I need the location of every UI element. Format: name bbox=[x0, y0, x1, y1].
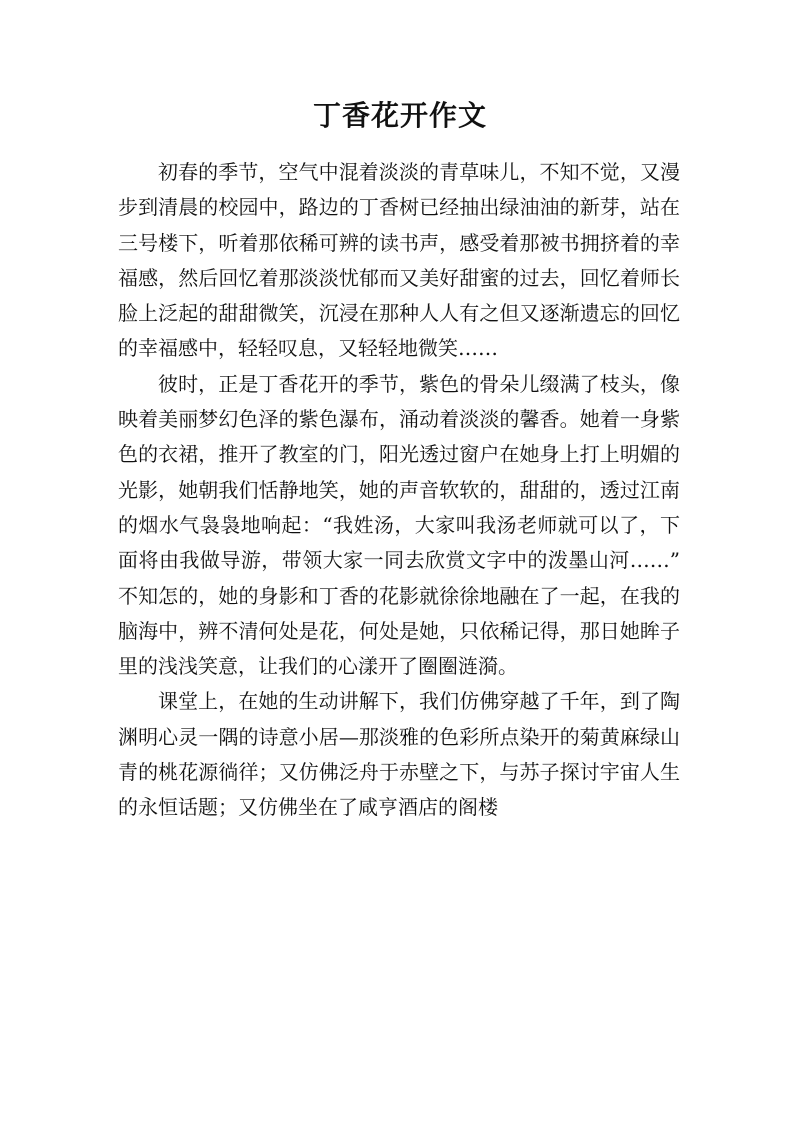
paragraph-1: 初春的季节，空气中混着淡淡的青草味儿，不知不觉，又漫步到清晨的校园中，路边的丁香树已经抽出绿油油的新芽，站在三号楼下，听着那依稀可辨的读书声，感受着那被书拥挤着的幸福感，然后回忆着那淡淡忧郁而又美好甜蜜的过去，回忆着师长脸上泛起的甜甜微笑，沉浸在那种人人有之但又逐渐遗忘的回忆的幸福感中，轻轻叹息，又轻轻地微笑…… bbox=[118, 160, 680, 361]
essay-body bbox=[118, 155, 680, 826]
paragraph-3: 课堂上，在她的生动讲解下，我们仿佛穿越了千年，到了陶渊明心灵一隅的诗意小居—那淡雅的色彩所点染开的菊黄麻绿山青的桃花源徜徉；又仿佛泛舟于赤壁之下，与苏子探讨宇宙人生的永恒话题；又仿佛坐在了咸亨酒店的阁楼 bbox=[118, 689, 680, 820]
page-title: 丁香花开作文 bbox=[312, 99, 487, 132]
paragraph-2: 彼时，正是丁香花开的季节，紫色的骨朵儿缀满了枝头，像映着美丽梦幻色泽的紫色瀑布，涌动着淡淡的馨香。她着一身紫色的衣裙，推开了教室的门，阳光透过窗户在她身上打上明媚的光影，她朝我们恬静地笑，她的声音软软的，甜甜的，透过江南的烟水气袅袅地响起：“我姓汤，大家叫我汤老师就可以了，下面将由我做导游，带领大家一同去欣赏文字中的泼墨山河……”不知怎的，她的身影和丁香的花影就徐徐地融在了一起，在我的脑海中，辨不清何处是花，何处是她，只依稀记得，那日她眸子里的浅浅笑意，让我们的心漾开了圈圈涟漪。 bbox=[118, 371, 680, 679]
